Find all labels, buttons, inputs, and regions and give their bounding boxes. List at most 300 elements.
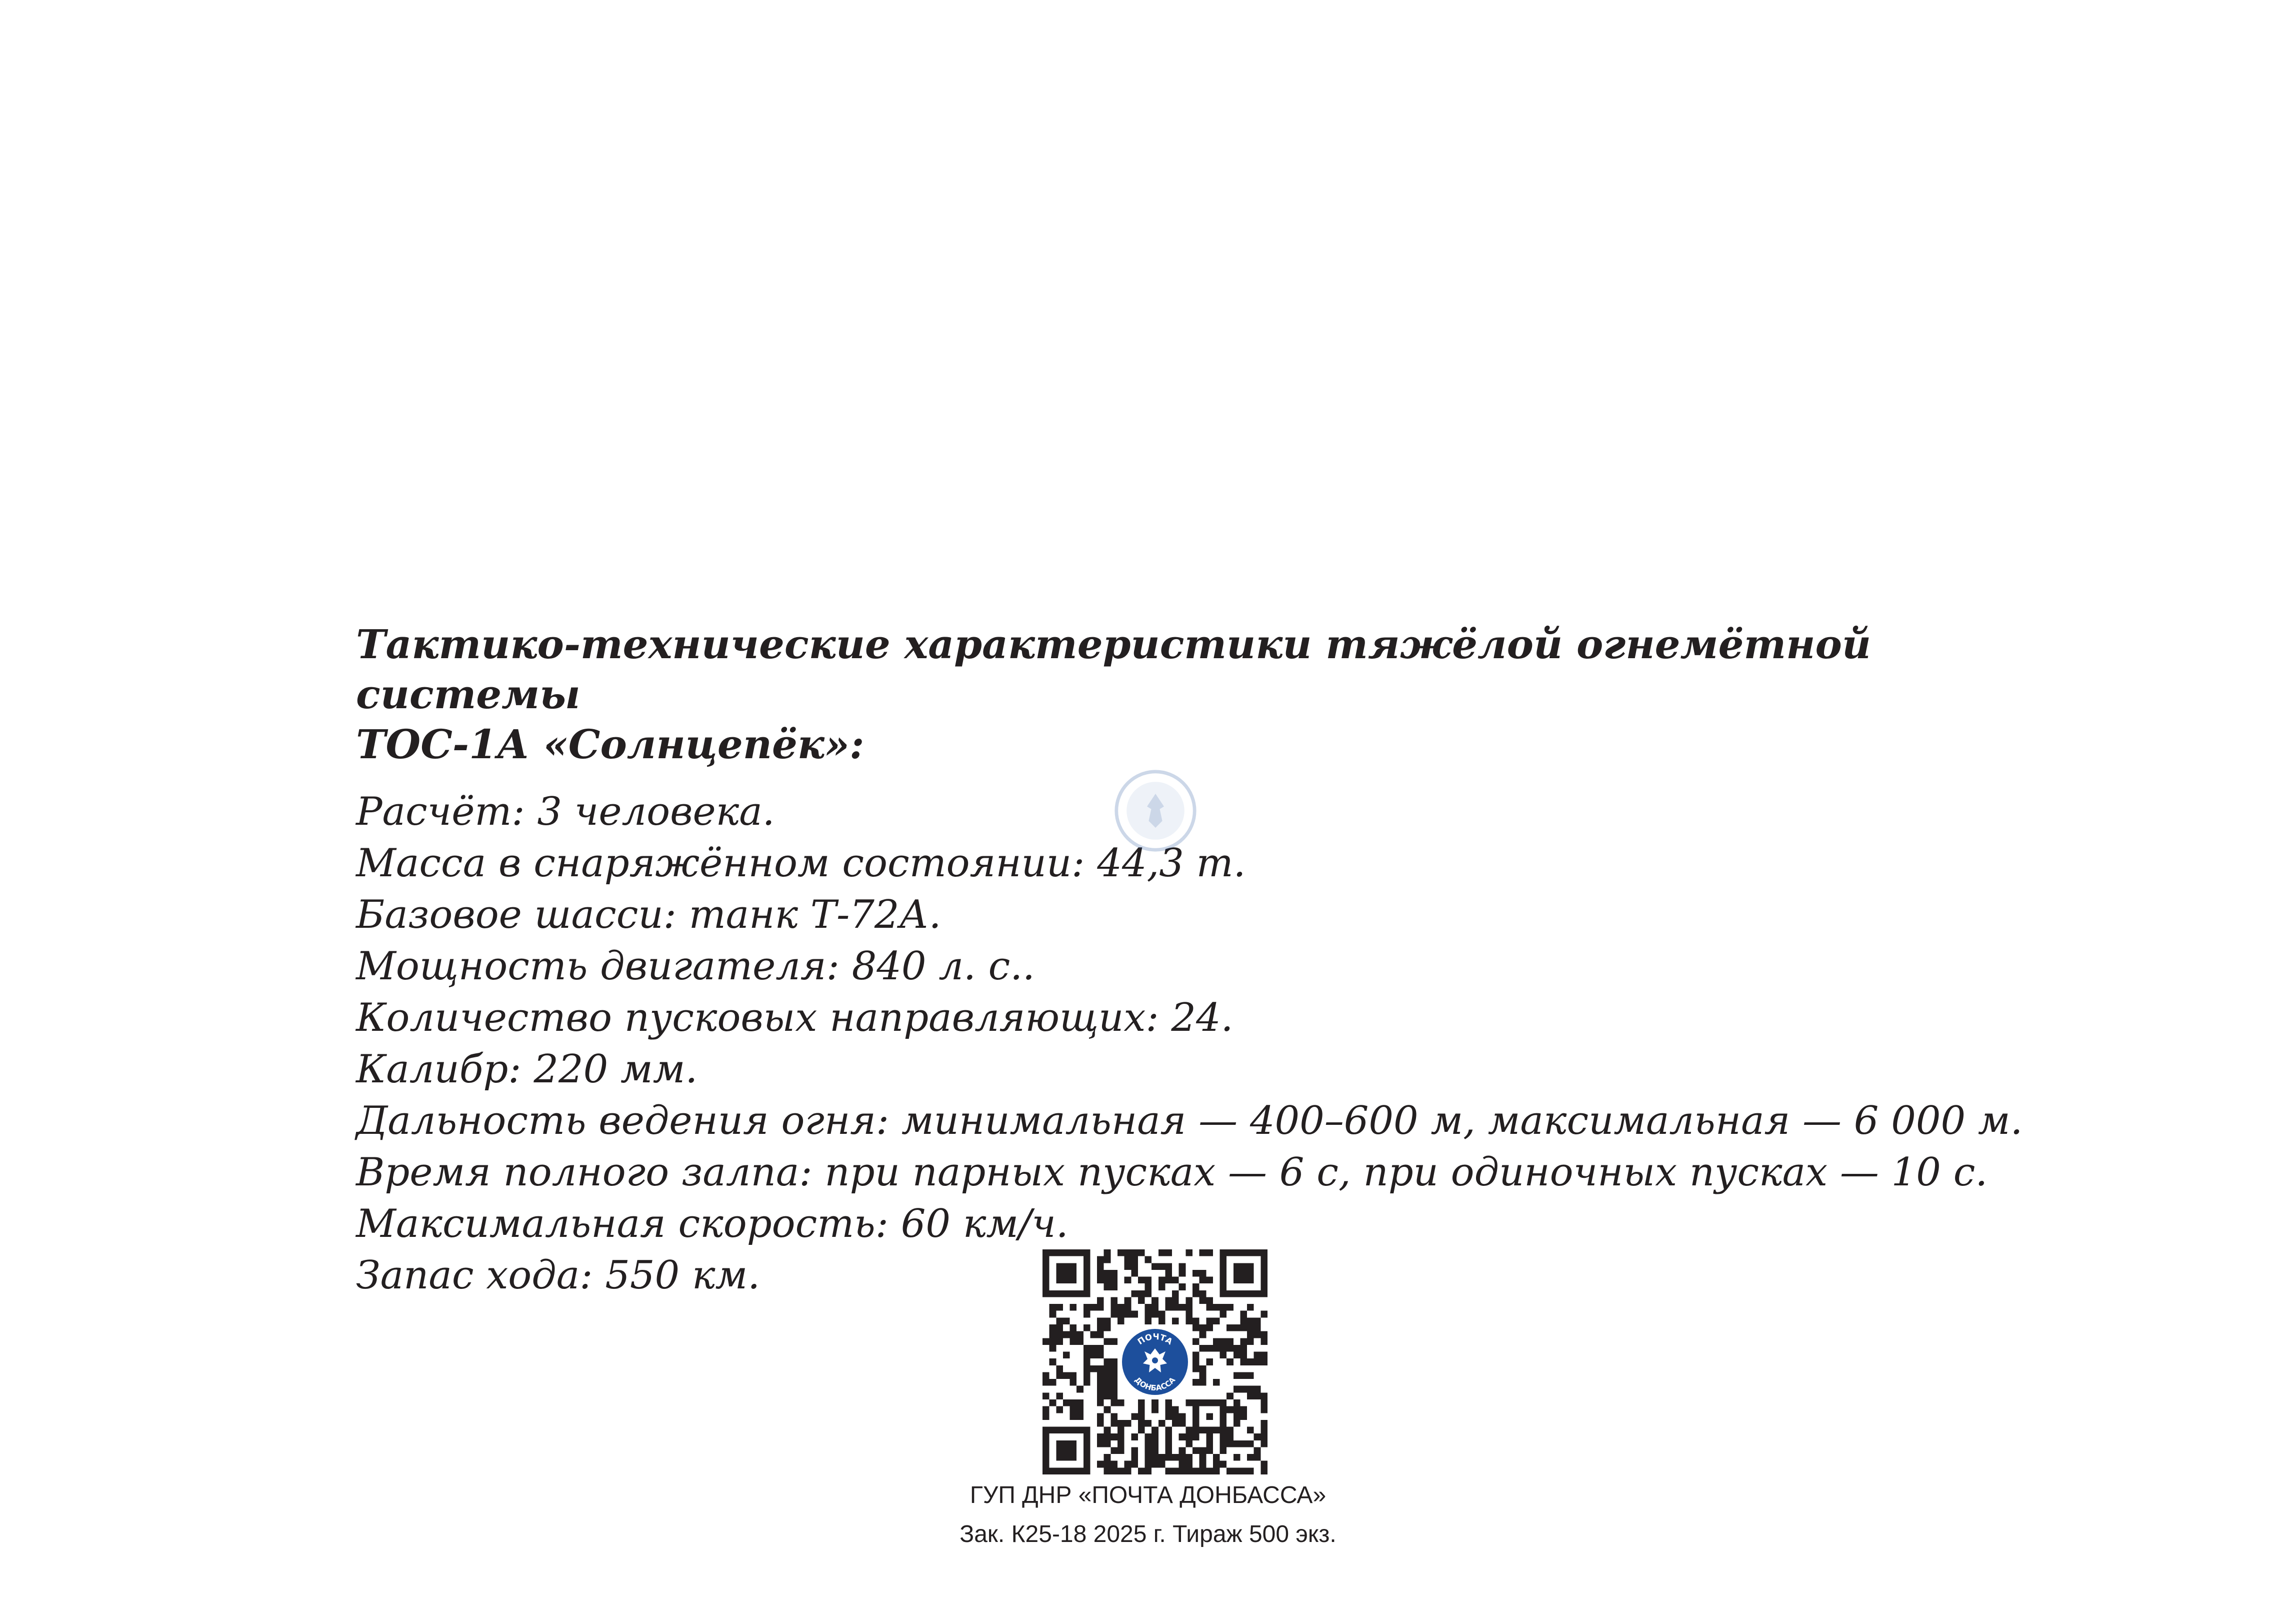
qr-module bbox=[1186, 1461, 1192, 1468]
qr-module bbox=[1220, 1420, 1227, 1427]
qr-module bbox=[1186, 1399, 1192, 1406]
qr-module bbox=[1110, 1379, 1118, 1386]
qr-module bbox=[1056, 1372, 1063, 1379]
qr-module bbox=[1097, 1379, 1104, 1386]
qr-module bbox=[1165, 1399, 1172, 1406]
qr-module bbox=[1254, 1358, 1261, 1365]
spec-salvo-time: Время полного залпа: при парных пусках — 6 с, при одиночных пусках — 10 с. bbox=[356, 1150, 1988, 1195]
qr-module bbox=[1213, 1454, 1220, 1461]
qr-module bbox=[1104, 1256, 1111, 1263]
qr-module bbox=[1084, 1256, 1090, 1263]
qr-module bbox=[1070, 1304, 1077, 1311]
qr-module bbox=[1104, 1372, 1111, 1379]
qr-module bbox=[1200, 1297, 1206, 1304]
qr-module bbox=[1240, 1352, 1247, 1359]
qr-module bbox=[1042, 1427, 1050, 1434]
qr-module bbox=[1158, 1283, 1166, 1290]
qr-module bbox=[1084, 1365, 1090, 1372]
qr-module bbox=[1200, 1277, 1206, 1284]
qr-module bbox=[1247, 1249, 1254, 1256]
qr-module bbox=[1104, 1386, 1111, 1393]
qr-module bbox=[1063, 1440, 1070, 1447]
qr-module bbox=[1158, 1461, 1166, 1468]
qr-module bbox=[1050, 1399, 1056, 1406]
qr-module bbox=[1070, 1263, 1077, 1270]
qr-module bbox=[1076, 1413, 1084, 1420]
qr-module bbox=[1254, 1454, 1261, 1461]
qr-module bbox=[1097, 1365, 1104, 1372]
qr-module bbox=[1042, 1270, 1050, 1277]
qr-module bbox=[1110, 1392, 1118, 1399]
qr-module bbox=[1158, 1263, 1166, 1270]
qr-module bbox=[1124, 1263, 1132, 1270]
qr-module bbox=[1070, 1338, 1077, 1345]
qr-module bbox=[1220, 1399, 1227, 1406]
qr-module bbox=[1179, 1413, 1186, 1420]
qr-module bbox=[1179, 1454, 1186, 1461]
qr-module bbox=[1063, 1447, 1070, 1454]
qr-module bbox=[1063, 1249, 1070, 1256]
qr-module bbox=[1192, 1379, 1200, 1386]
qr-module bbox=[1192, 1283, 1200, 1290]
qr-module bbox=[1056, 1249, 1063, 1256]
qr-module bbox=[1042, 1379, 1050, 1386]
qr-module bbox=[1056, 1290, 1063, 1297]
qr-module bbox=[1138, 1290, 1145, 1297]
qr-module bbox=[1097, 1392, 1104, 1399]
qr-module bbox=[1110, 1413, 1118, 1420]
qr-module bbox=[1056, 1406, 1063, 1413]
qr-module bbox=[1192, 1420, 1200, 1427]
qr-module bbox=[1042, 1454, 1050, 1461]
qr-module bbox=[1254, 1433, 1261, 1440]
qr-module bbox=[1104, 1467, 1111, 1474]
qr-module bbox=[1110, 1467, 1118, 1474]
qr-module bbox=[1206, 1440, 1213, 1447]
qr-module bbox=[1247, 1440, 1254, 1447]
qr-module bbox=[1145, 1440, 1152, 1447]
qr-module bbox=[1186, 1454, 1192, 1461]
spec-range: Запас хода: 550 км. bbox=[356, 1253, 760, 1298]
qr-module bbox=[1056, 1324, 1063, 1331]
qr-module bbox=[1152, 1263, 1158, 1270]
qr-module bbox=[1138, 1249, 1145, 1256]
qr-module bbox=[1234, 1440, 1240, 1447]
postal-watermark-icon bbox=[1113, 768, 1198, 853]
qr-module bbox=[1260, 1467, 1268, 1474]
qr-module bbox=[1145, 1467, 1152, 1474]
qr-module bbox=[1076, 1406, 1084, 1413]
qr-module bbox=[1186, 1427, 1192, 1434]
qr-module bbox=[1247, 1304, 1254, 1311]
qr-module bbox=[1206, 1324, 1213, 1331]
qr-module bbox=[1097, 1372, 1104, 1379]
qr-module bbox=[1124, 1311, 1132, 1318]
qr-module bbox=[1260, 1420, 1268, 1427]
qr-module bbox=[1165, 1304, 1172, 1311]
qr-module bbox=[1152, 1399, 1158, 1406]
qr-module bbox=[1110, 1358, 1118, 1365]
qr-module bbox=[1104, 1277, 1111, 1284]
qr-module bbox=[1165, 1427, 1172, 1434]
logo-text-top: ПОЧТА bbox=[1136, 1331, 1174, 1347]
qr-module bbox=[1165, 1297, 1172, 1304]
qr-module bbox=[1260, 1406, 1268, 1413]
qr-module bbox=[1042, 1263, 1050, 1270]
qr-module bbox=[1186, 1311, 1192, 1318]
qr-module bbox=[1260, 1263, 1268, 1270]
qr-module bbox=[1200, 1324, 1206, 1331]
qr-module bbox=[1070, 1379, 1077, 1386]
qr-module bbox=[1226, 1338, 1234, 1345]
qr-module bbox=[1254, 1392, 1261, 1399]
qr-module bbox=[1084, 1283, 1090, 1290]
qr-module bbox=[1145, 1311, 1152, 1318]
qr-module bbox=[1118, 1304, 1124, 1311]
qr-module bbox=[1090, 1331, 1097, 1338]
qr-module bbox=[1234, 1352, 1240, 1359]
qr-module bbox=[1110, 1461, 1118, 1468]
qr-module bbox=[1158, 1277, 1166, 1284]
qr-module bbox=[1118, 1427, 1124, 1434]
qr-module bbox=[1070, 1406, 1077, 1413]
qr-module bbox=[1042, 1440, 1050, 1447]
qr-module bbox=[1050, 1290, 1056, 1297]
qr-module bbox=[1118, 1447, 1124, 1454]
qr-module bbox=[1084, 1427, 1090, 1434]
qr-module bbox=[1234, 1467, 1240, 1474]
qr-module bbox=[1234, 1324, 1240, 1331]
qr-module bbox=[1084, 1345, 1090, 1352]
qr-module bbox=[1063, 1427, 1070, 1434]
qr-module bbox=[1186, 1467, 1192, 1474]
qr-module bbox=[1131, 1249, 1138, 1256]
qr-module bbox=[1124, 1461, 1132, 1468]
qr-module bbox=[1131, 1454, 1138, 1461]
spec-caliber: Калибр: 220 мм. bbox=[356, 1047, 698, 1092]
qr-module bbox=[1260, 1331, 1268, 1338]
qr-module bbox=[1213, 1461, 1220, 1468]
qr-module bbox=[1070, 1290, 1077, 1297]
qr-module bbox=[1220, 1263, 1227, 1270]
qr-module bbox=[1090, 1352, 1097, 1359]
qr-module bbox=[1097, 1440, 1104, 1447]
qr-module bbox=[1050, 1427, 1056, 1434]
qr-module bbox=[1247, 1372, 1254, 1379]
qr-module bbox=[1152, 1454, 1158, 1461]
qr-module bbox=[1118, 1399, 1124, 1406]
qr-module bbox=[1056, 1304, 1063, 1311]
qr-module bbox=[1124, 1256, 1132, 1263]
qr-module bbox=[1090, 1365, 1097, 1372]
qr-module bbox=[1213, 1317, 1220, 1324]
qr-module bbox=[1070, 1399, 1077, 1406]
qr-module bbox=[1240, 1406, 1247, 1413]
qr-module bbox=[1186, 1433, 1192, 1440]
qr-module bbox=[1063, 1399, 1070, 1406]
qr-module bbox=[1145, 1277, 1152, 1284]
qr-module bbox=[1165, 1447, 1172, 1454]
qr-module bbox=[1165, 1249, 1172, 1256]
qr-module bbox=[1131, 1447, 1138, 1454]
qr-module bbox=[1042, 1338, 1050, 1345]
qr-module bbox=[1056, 1263, 1063, 1270]
qr-module bbox=[1226, 1290, 1234, 1297]
qr-module bbox=[1206, 1399, 1213, 1406]
qr-module bbox=[1247, 1358, 1254, 1365]
qr-module bbox=[1240, 1317, 1247, 1324]
qr-module bbox=[1226, 1427, 1234, 1434]
qr-module bbox=[1179, 1420, 1186, 1427]
qr-module bbox=[1234, 1420, 1240, 1427]
qr-module bbox=[1260, 1256, 1268, 1263]
spec-chassis: Базовое шасси: танк Т-72А. bbox=[356, 892, 942, 937]
qr-module bbox=[1084, 1433, 1090, 1440]
qr-module bbox=[1226, 1392, 1234, 1399]
qr-module bbox=[1138, 1399, 1145, 1406]
qr-module bbox=[1234, 1454, 1240, 1461]
qr-module bbox=[1070, 1372, 1077, 1379]
qr-module bbox=[1240, 1263, 1247, 1270]
qr-module bbox=[1076, 1427, 1084, 1434]
qr-code[interactable] bbox=[1042, 1249, 1268, 1474]
qr-module bbox=[1158, 1420, 1166, 1427]
qr-module bbox=[1076, 1338, 1084, 1345]
qr-module bbox=[1206, 1467, 1213, 1474]
specifications-block bbox=[356, 619, 2056, 1301]
pochta-donbassa-logo-icon bbox=[1118, 1324, 1192, 1399]
qr-module bbox=[1084, 1454, 1090, 1461]
qr-module bbox=[1260, 1392, 1268, 1399]
qr-module bbox=[1186, 1317, 1192, 1324]
qr-module bbox=[1110, 1277, 1118, 1284]
qr-module bbox=[1138, 1413, 1145, 1420]
qr-module bbox=[1152, 1433, 1158, 1440]
qr-module bbox=[1247, 1317, 1254, 1324]
qr-module bbox=[1240, 1440, 1247, 1447]
qr-module bbox=[1240, 1467, 1247, 1474]
qr-module bbox=[1104, 1427, 1111, 1434]
qr-module bbox=[1138, 1297, 1145, 1304]
qr-module bbox=[1097, 1304, 1104, 1311]
qr-module bbox=[1179, 1283, 1186, 1290]
qr-module bbox=[1172, 1290, 1179, 1297]
qr-module bbox=[1104, 1392, 1111, 1399]
qr-module bbox=[1200, 1249, 1206, 1256]
qr-module bbox=[1097, 1263, 1104, 1270]
qr-module bbox=[1234, 1406, 1240, 1413]
qr-module bbox=[1110, 1399, 1118, 1406]
qr-module bbox=[1104, 1365, 1111, 1372]
qr-module bbox=[1172, 1317, 1179, 1324]
qr-module bbox=[1240, 1338, 1247, 1345]
qr-module bbox=[1234, 1290, 1240, 1297]
qr-module bbox=[1084, 1277, 1090, 1284]
spec-firing-range: Дальность ведения огня: минимальная — 400–600 м, максимальная — 6 000 м. bbox=[356, 1098, 2023, 1143]
qr-module bbox=[1056, 1365, 1063, 1372]
qr-module bbox=[1050, 1467, 1056, 1474]
qr-module bbox=[1172, 1420, 1179, 1427]
qr-module bbox=[1084, 1311, 1090, 1318]
qr-module bbox=[1226, 1433, 1234, 1440]
qr-module bbox=[1192, 1413, 1200, 1420]
qr-module bbox=[1152, 1311, 1158, 1318]
qr-module bbox=[1042, 1406, 1050, 1413]
heading-line-1: Тактико-технические характеристики тяжёлой огнемётной системы bbox=[356, 621, 1871, 718]
qr-module bbox=[1063, 1277, 1070, 1284]
qr-module bbox=[1118, 1317, 1124, 1324]
qr-module bbox=[1138, 1420, 1145, 1427]
qr-module bbox=[1240, 1270, 1247, 1277]
qr-module bbox=[1097, 1324, 1104, 1331]
qr-module bbox=[1076, 1386, 1084, 1393]
spec-mass: Масса в снаряжённом состоянии: 44,3 т. bbox=[356, 841, 1246, 886]
spec-engine-power: Мощность двигателя: 840 л. с.. bbox=[356, 944, 1035, 989]
qr-module bbox=[1213, 1379, 1220, 1386]
qr-module bbox=[1076, 1331, 1084, 1338]
qr-module bbox=[1192, 1365, 1200, 1372]
qr-module bbox=[1097, 1420, 1104, 1427]
qr-module bbox=[1090, 1304, 1097, 1311]
qr-module bbox=[1192, 1270, 1200, 1277]
qr-module bbox=[1220, 1270, 1227, 1277]
qr-module bbox=[1192, 1358, 1200, 1365]
qr-module bbox=[1084, 1324, 1090, 1331]
qr-module bbox=[1192, 1433, 1200, 1440]
qr-module bbox=[1104, 1433, 1111, 1440]
qr-module bbox=[1247, 1386, 1254, 1393]
qr-module bbox=[1186, 1249, 1192, 1256]
qr-module bbox=[1063, 1317, 1070, 1324]
qr-module bbox=[1179, 1263, 1186, 1270]
qr-module bbox=[1097, 1386, 1104, 1393]
qr-module bbox=[1165, 1440, 1172, 1447]
qr-module bbox=[1247, 1324, 1254, 1331]
qr-module bbox=[1131, 1270, 1138, 1277]
specifications-list bbox=[356, 786, 2056, 1301]
qr-module bbox=[1260, 1338, 1268, 1345]
imprint-order-info: Зак. К25-18 2025 г. Тираж 500 экз. bbox=[960, 1521, 1336, 1547]
qr-module bbox=[1172, 1413, 1179, 1420]
qr-module bbox=[1097, 1256, 1104, 1263]
qr-module bbox=[1042, 1413, 1050, 1420]
qr-module bbox=[1179, 1304, 1186, 1311]
qr-module bbox=[1247, 1454, 1254, 1461]
qr-module bbox=[1206, 1345, 1213, 1352]
qr-module bbox=[1172, 1304, 1179, 1311]
qr-module bbox=[1165, 1433, 1172, 1440]
qr-module bbox=[1260, 1461, 1268, 1468]
qr-module bbox=[1131, 1256, 1138, 1263]
qr-module bbox=[1084, 1461, 1090, 1468]
heading-line-2: ТОС-1А «Солнцепёк»: bbox=[356, 721, 864, 768]
qr-module bbox=[1240, 1372, 1247, 1379]
qr-module bbox=[1110, 1338, 1118, 1345]
qr-module bbox=[1050, 1331, 1056, 1338]
qr-module bbox=[1050, 1249, 1056, 1256]
qr-module bbox=[1084, 1467, 1090, 1474]
qr-module bbox=[1192, 1399, 1200, 1406]
qr-module bbox=[1131, 1413, 1138, 1420]
qr-module bbox=[1138, 1277, 1145, 1284]
qr-module bbox=[1206, 1249, 1213, 1256]
qr-module bbox=[1050, 1338, 1056, 1345]
qr-module bbox=[1186, 1440, 1192, 1447]
qr-module bbox=[1097, 1331, 1104, 1338]
qr-module bbox=[1186, 1297, 1192, 1304]
qr-module bbox=[1090, 1345, 1097, 1352]
qr-module bbox=[1056, 1447, 1063, 1454]
qr-module bbox=[1213, 1338, 1220, 1345]
qr-module bbox=[1226, 1440, 1234, 1447]
qr-module bbox=[1131, 1433, 1138, 1440]
qr-module bbox=[1260, 1311, 1268, 1318]
qr-module bbox=[1084, 1352, 1090, 1359]
qr-module bbox=[1220, 1256, 1227, 1263]
qr-module bbox=[1206, 1317, 1213, 1324]
qr-module bbox=[1247, 1277, 1254, 1284]
qr-module bbox=[1192, 1467, 1200, 1474]
qr-module bbox=[1192, 1427, 1200, 1434]
qr-module bbox=[1200, 1461, 1206, 1468]
qr-module bbox=[1110, 1270, 1118, 1277]
qr-module bbox=[1138, 1406, 1145, 1413]
qr-module bbox=[1056, 1440, 1063, 1447]
qr-module bbox=[1200, 1365, 1206, 1372]
qr-module bbox=[1145, 1461, 1152, 1468]
qr-module bbox=[1152, 1447, 1158, 1454]
qr-module bbox=[1165, 1413, 1172, 1420]
qr-module bbox=[1118, 1467, 1124, 1474]
qr-module bbox=[1056, 1317, 1063, 1324]
qr-module bbox=[1260, 1290, 1268, 1297]
qr-module bbox=[1138, 1467, 1145, 1474]
qr-module bbox=[1076, 1467, 1084, 1474]
qr-module bbox=[1042, 1372, 1050, 1379]
qr-module bbox=[1084, 1358, 1090, 1365]
qr-module bbox=[1104, 1454, 1111, 1461]
qr-module bbox=[1234, 1270, 1240, 1277]
qr-module bbox=[1056, 1331, 1063, 1338]
qr-module bbox=[1213, 1427, 1220, 1434]
qr-module bbox=[1110, 1304, 1118, 1311]
qr-module bbox=[1240, 1277, 1247, 1284]
qr-module bbox=[1084, 1372, 1090, 1379]
qr-module bbox=[1131, 1311, 1138, 1318]
qr-module bbox=[1234, 1249, 1240, 1256]
qr-module bbox=[1220, 1406, 1227, 1413]
qr-module bbox=[1070, 1249, 1077, 1256]
qr-module bbox=[1050, 1345, 1056, 1352]
qr-module bbox=[1165, 1277, 1172, 1284]
qr-module bbox=[1152, 1297, 1158, 1304]
qr-module bbox=[1234, 1399, 1240, 1406]
qr-module bbox=[1097, 1317, 1104, 1324]
qr-module bbox=[1260, 1427, 1268, 1434]
qr-module bbox=[1124, 1277, 1132, 1284]
qr-module bbox=[1110, 1433, 1118, 1440]
qr-module bbox=[1056, 1392, 1063, 1399]
qr-module bbox=[1042, 1249, 1050, 1256]
qr-module bbox=[1220, 1283, 1227, 1290]
qr-module bbox=[1200, 1372, 1206, 1379]
qr-module bbox=[1247, 1331, 1254, 1338]
qr-module bbox=[1234, 1277, 1240, 1284]
qr-module bbox=[1220, 1277, 1227, 1284]
qr-module bbox=[1110, 1297, 1118, 1304]
qr-module bbox=[1050, 1358, 1056, 1365]
qr-module bbox=[1172, 1454, 1179, 1461]
